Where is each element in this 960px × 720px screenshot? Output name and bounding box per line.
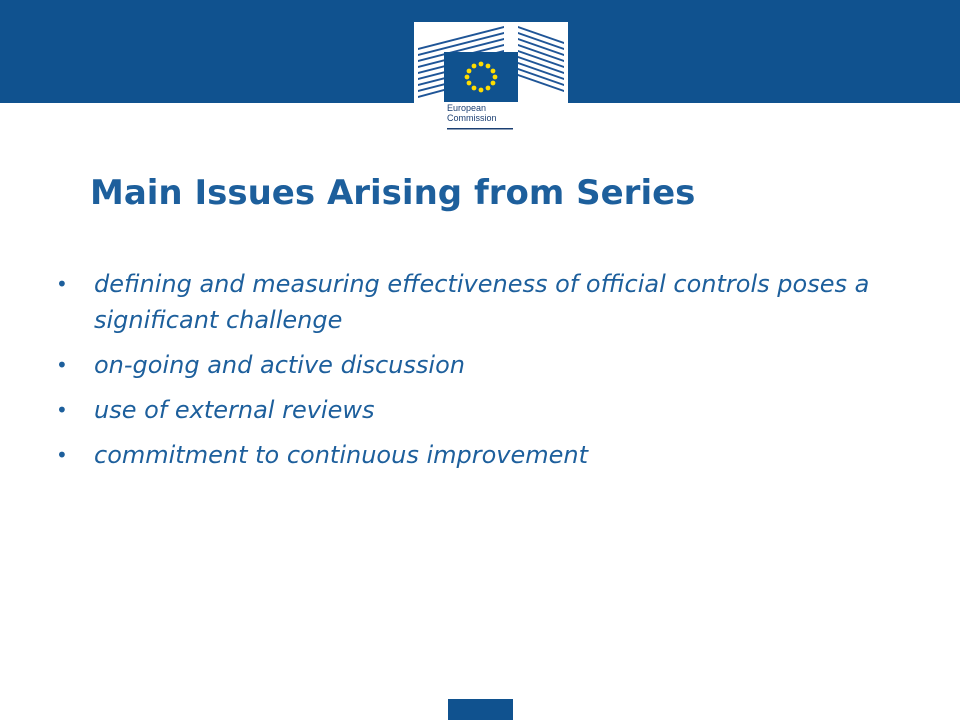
list-item <box>56 392 906 428</box>
bullet-text: commitment to continuous improvement <box>94 441 589 469</box>
slide-title: Main Issues Arising from Series <box>90 173 696 213</box>
bullet-text: use of external reviews <box>94 396 375 424</box>
logo-text-commission: Commission <box>447 113 497 123</box>
bullet-text: defining and measuring effectiveness of official controls poses a significant challenge <box>94 270 870 334</box>
eu-flag-icon <box>444 52 518 102</box>
footer-tab <box>448 699 513 720</box>
european-commission-logo <box>414 22 568 134</box>
bullet-point: • <box>56 272 68 296</box>
list-item <box>56 347 906 383</box>
bullet-list <box>56 266 906 482</box>
bullet-point: • <box>56 353 68 377</box>
bullet-point: • <box>56 443 68 467</box>
bullet-text: on-going and active discussion <box>94 351 465 379</box>
list-item <box>56 437 906 473</box>
bullet-point: • <box>56 398 68 422</box>
logo-text-european: European <box>447 103 487 113</box>
list-item <box>56 266 906 338</box>
